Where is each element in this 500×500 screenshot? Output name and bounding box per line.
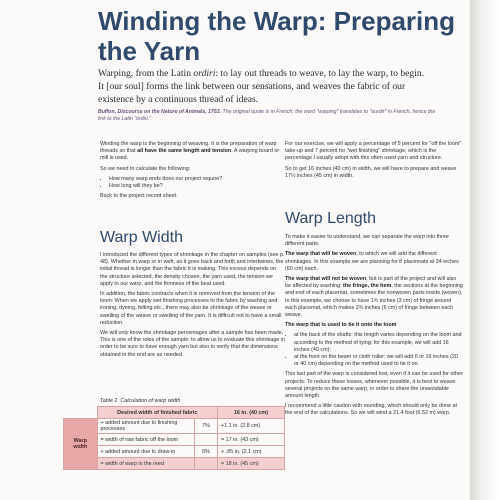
- table-cell: [195, 434, 218, 446]
- heading-warp-width: Warp Width: [100, 229, 183, 246]
- table-row: [64, 458, 285, 470]
- right-paragraph-2: So to get 16 inches (40 cm) in width, we will have to prepare and weave 17½ inches (45 cm) in width.: [285, 165, 457, 179]
- table-cell: = width of warp in the reed: [97, 458, 195, 470]
- table-header-label: Desired width of finished fabric: [97, 407, 218, 419]
- warp-length-paragraph-4: This last part of the warp is considered lost, even if it can be used for other projects. To reduce these losses, whenever possible, it is best to weave several projects on the same warp, in order to share the unavoidable amount length.: [285, 371, 463, 400]
- warp-width-paragraph-1: I introduced the different types of shrinkage in the chapter on samples (see p. 48). Whether in warp or in weft, as it goes back and forth and intertwines, the initial thread is longer than the fabric it is making. This excess depends on the structure selected, the density chosen, the yarn used, the tension we apply to our warp, and the firmness of the beat used.: [100, 252, 285, 287]
- citation: [98, 109, 438, 123]
- table-cell: 7%: [195, 419, 218, 434]
- table-cell: + added amount due to finishing processes: [97, 419, 195, 434]
- table-cell: = width of raw fabric off the loom: [97, 434, 195, 446]
- intro-ordiri: ordiri: [193, 68, 216, 79]
- woven-warp-label: The warp that will be woven: [285, 251, 357, 258]
- left-p1-text: Winding the warp is the beginning of weaving. It is the preparation of warp threads so that: [100, 141, 277, 155]
- intro-part1: Warping, from the Latin: [98, 68, 194, 79]
- table-caption: [100, 398, 280, 404]
- left-paragraph-1: [100, 141, 285, 163]
- table-title: Calculation of warp width: [120, 398, 181, 404]
- warp-length-paragraph-1: To make it easier to understand, we can separate the warp into three different parts.: [285, 234, 449, 248]
- page-edge: [470, 0, 500, 500]
- page-title: Winding the Warp: Preparing the Yarn: [98, 6, 456, 66]
- warp-width-body: [100, 252, 285, 362]
- table-cell: = 17 in. (43 cm): [218, 434, 285, 446]
- citation-author: Buffon, Discourse on the Nature of Animals, 1753.: [98, 109, 222, 115]
- warp-length-paragraph-5: I recommend a little caution with rounding, which should only be done at the end of the calculations. So we will wind a 21.4 foot (6.52 m) warp.: [285, 403, 458, 417]
- list-item: • at the back of the shafts: this length varies depending on the loom and according to the method of tying; for this example, we will add 16 inches (40 cm);: [294, 332, 463, 354]
- table-number: Table 2: [100, 398, 118, 404]
- table-row: [64, 434, 285, 446]
- warp-width-paragraph-3: We will only know the shrinkage percentages after a sample has been made. This is one of the roles of the sample: to allow us to evaluate this shrinkage in order to be sure to have enough yarn but also to verify that the dimensions obtained in the end are as needed.: [100, 330, 285, 358]
- list-item: • How long will they be?: [109, 183, 285, 190]
- table-row: [64, 419, 285, 434]
- table-row-head: Warp width: [64, 419, 98, 470]
- warp-width-paragraph-2: In addition, the fabric contracts when it is removed from the tension of the loom: When we apply wet finishing processes to the fabric by washing and ironing, dyeing, felting etc., there may also be shrinkage of the weave or swelling of the weave or swelling of the yarn. It is difficult not to have a small reduction.: [100, 291, 282, 326]
- woven-warp-text: , to which we will add the different shrinkages. In this example we are planning for 8 placemats at 24 inches (60 cm) each.: [285, 251, 459, 272]
- table-corner: [64, 407, 98, 419]
- heading-warp-length: Warp Length: [285, 210, 377, 227]
- right-paragraph-1: For our exercise, we will apply a percentage of 5 percent for "off the loom" take-up and 7 percent for "wet finishing" shrinkage, which is the percentage I usually adopt with this often used yarn and structure.: [285, 141, 462, 162]
- table-cell: +1.1 in. (2.8 cm): [218, 419, 285, 434]
- table-cell: [195, 458, 218, 470]
- table-cell: = 18 in. (45 cm): [218, 458, 285, 470]
- tie-on-subheading: The warp that is used to tie it onto the loom: [285, 322, 397, 329]
- left-paragraph-3: Back to the project record sheet.: [100, 193, 178, 200]
- table-row: [64, 446, 285, 458]
- left-question-list: [100, 176, 285, 190]
- left-p1-end: . A warping board or mill is used.: [100, 148, 280, 162]
- citation-note: The original quote is in French; the word "warping" translates to "ourdir" in French, hence the link to the Latin "ordiri.": [98, 109, 436, 122]
- warp-width-table: [63, 406, 285, 470]
- right-column: [285, 141, 463, 183]
- left-paragraph-2: So we need to calculate the following:: [100, 165, 191, 172]
- table-cell: + added amount due to draw-in: [97, 446, 195, 458]
- nonwoven-warp-text: , but is part of the project and will also be affected by washing:: [285, 276, 457, 290]
- table-cell: + .85 in. (2.1 cm): [218, 446, 285, 458]
- intro-quote: [98, 67, 428, 106]
- warp-length-body: [285, 234, 463, 421]
- left-column: [100, 141, 285, 203]
- intro-part2: : to lay out threads to weave, to lay the warp, to begin. It [our soul] forms the link between our sensations, and weaves the fabric of our existence by a continuous thread of ideas.: [98, 68, 425, 105]
- fringe-hem-bold: the fringe, the hem: [343, 283, 392, 290]
- list-item: • at the front on the beam or cloth roller: we will add 6 or 16 inches (20 or 40 cm) depending on the method used to tie it on.: [294, 354, 463, 368]
- table-header-value: 16 in. (40 cm): [218, 407, 285, 419]
- left-p1-bold: all have the same length and tension: [137, 148, 232, 155]
- list-item: • How many warp ends does our project require?: [109, 176, 285, 183]
- tie-on-list: [285, 332, 463, 368]
- warp-length-paragraph-2: [285, 251, 463, 273]
- nonwoven-warp-label: The warp that will not be woven: [285, 276, 367, 283]
- table-cell: 5%: [195, 446, 218, 458]
- table-row: [64, 407, 285, 419]
- nonwoven-warp-text-2: , the sections at the beginning and end of each placemat, sometimes the nonwoven parts inside (woven). In this example, we choose to have 1¾ inches (3 cm) of fringe around each placemat, which makes 2¾ inches (6 cm) of fringe between each weave.: [285, 283, 463, 319]
- warp-length-paragraph-3: [285, 276, 463, 319]
